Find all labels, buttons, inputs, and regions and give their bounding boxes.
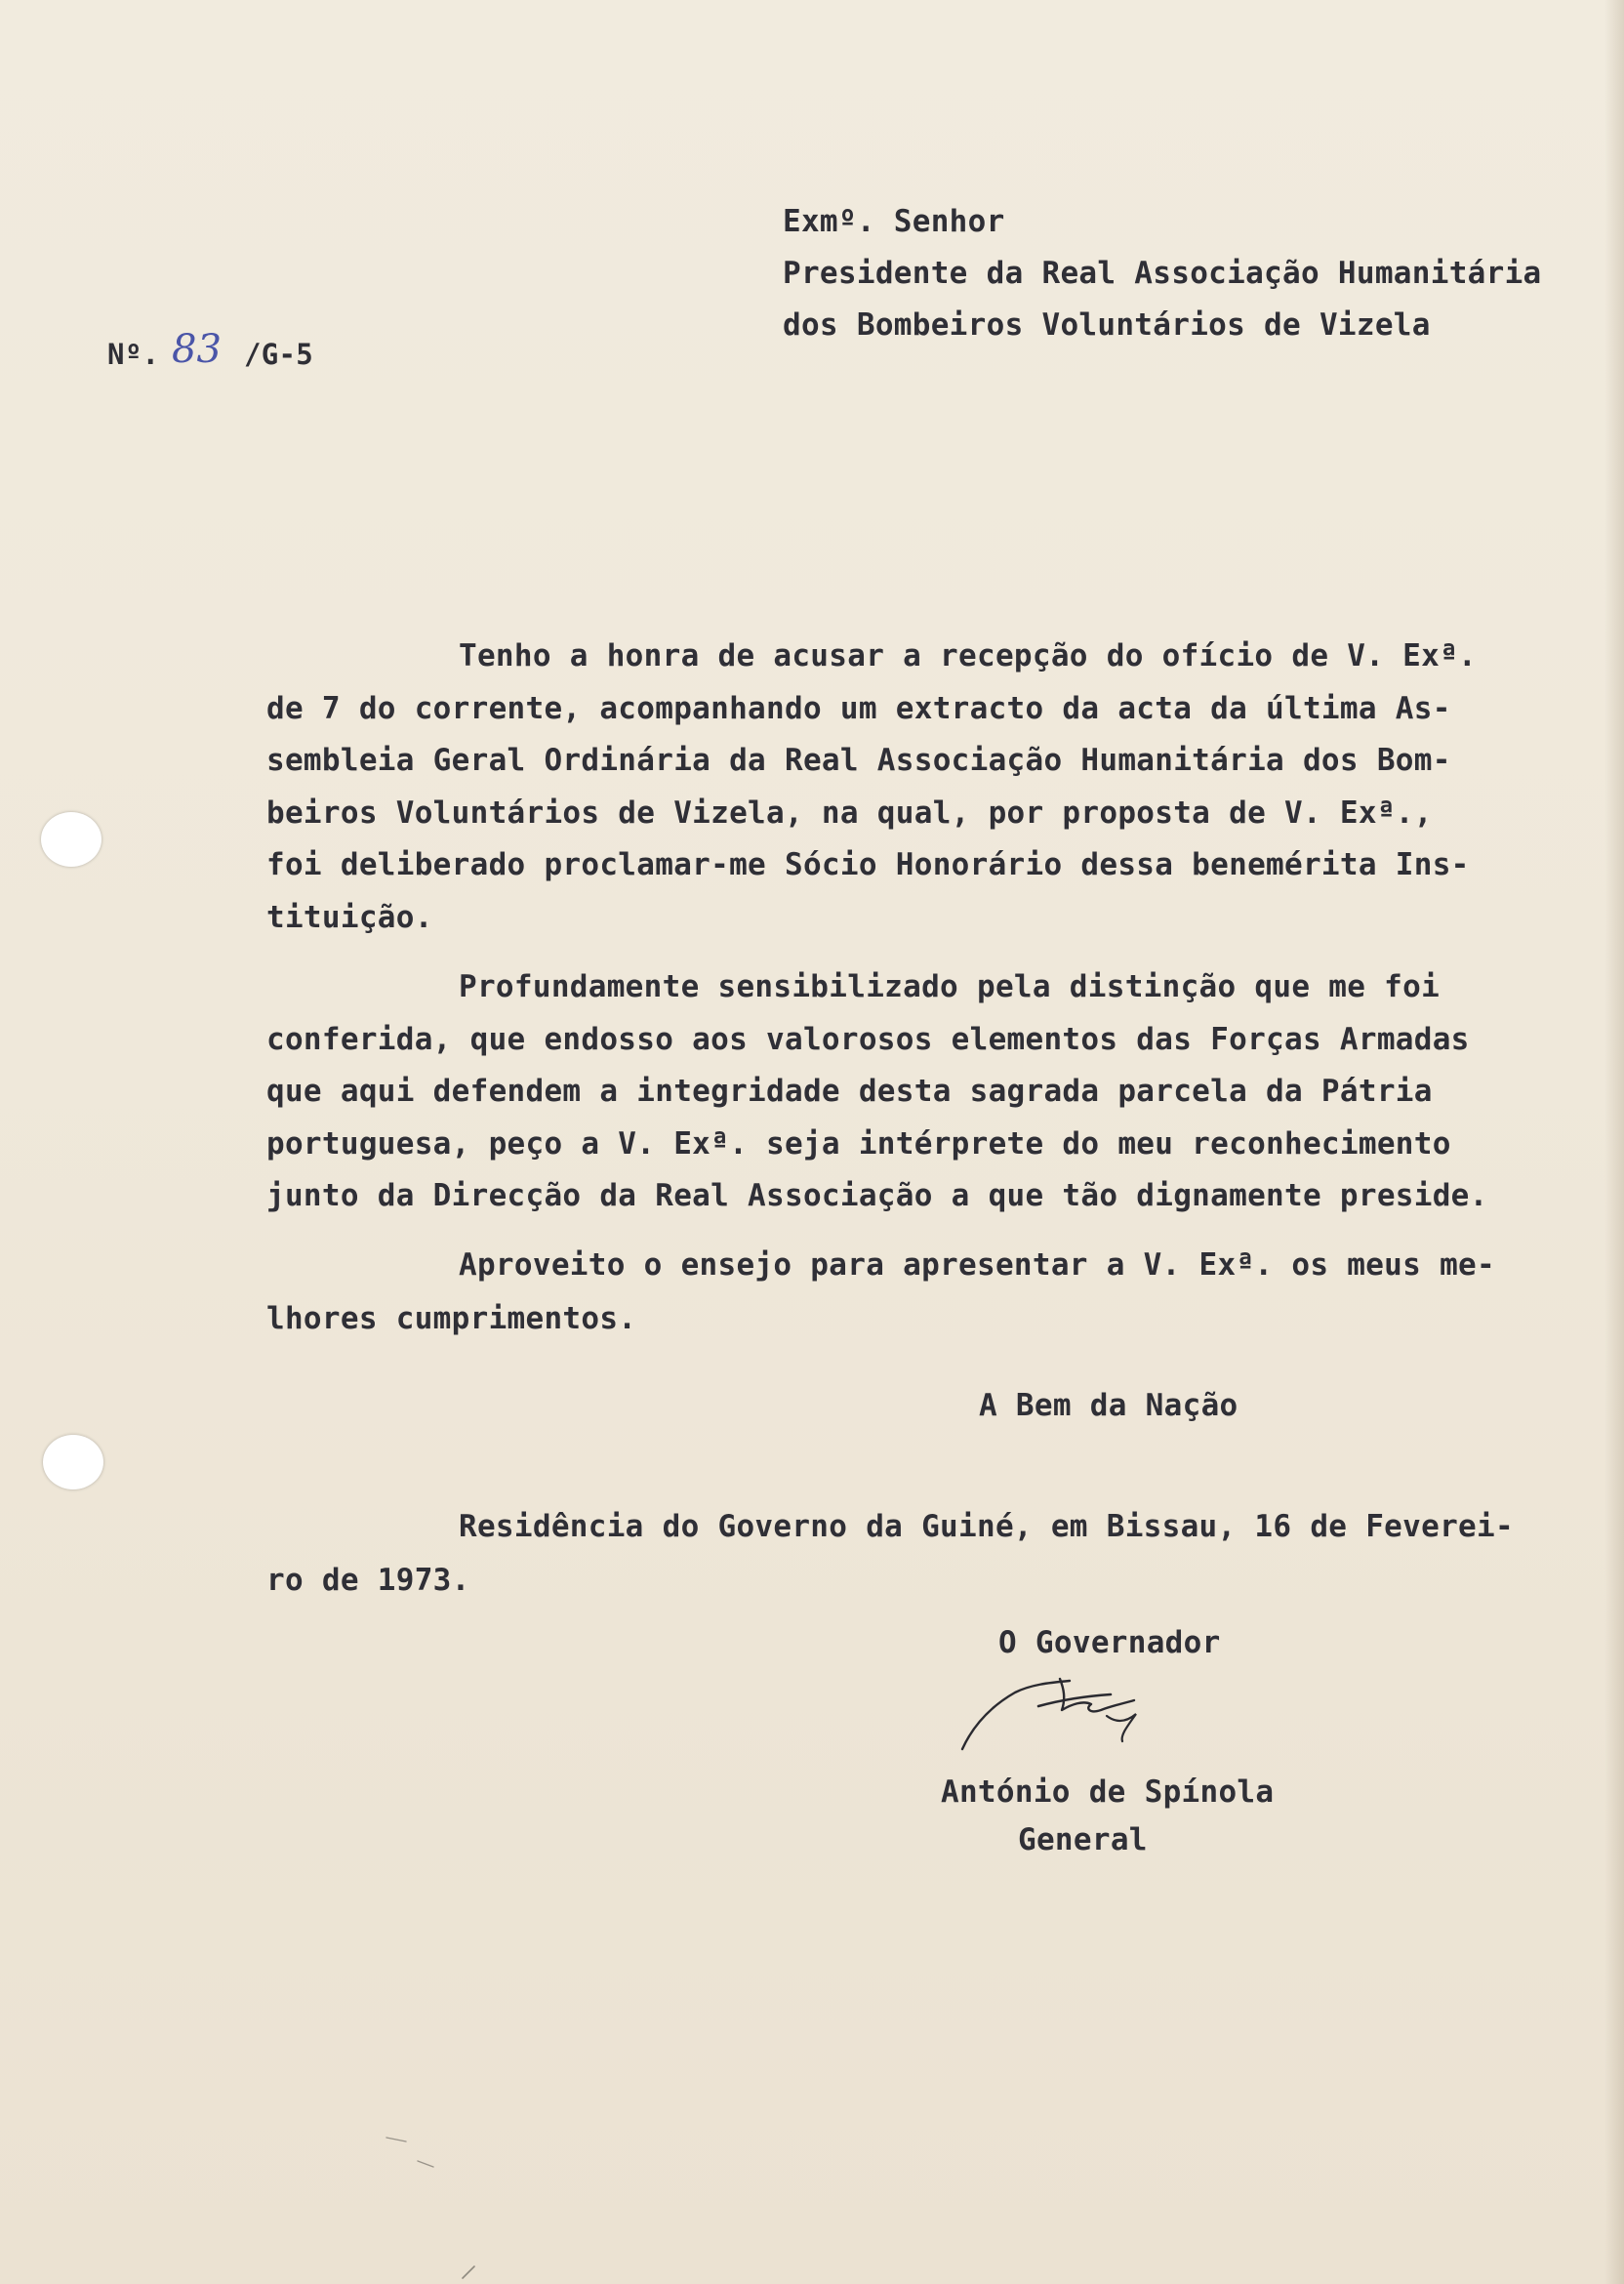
signatory-name: António de Spínola — [941, 1774, 1275, 1810]
signatory-role: O Governador — [998, 1625, 1221, 1660]
addressee-organisation: dos Bombeiros Voluntários de Vizela — [783, 307, 1431, 343]
body-line: portuguesa, peço a V. Exª. seja intérprete do meu reconhecimento — [266, 1126, 1451, 1162]
punch-hole-lower — [43, 1435, 103, 1489]
body-line: tituição. — [266, 900, 433, 935]
body-line: beiros Voluntários de Vizela, na qual, por proposta de V. Exª., — [266, 795, 1433, 831]
body-line: Aproveito o ensejo para apresentar a V. Exª. os meus me- — [459, 1247, 1495, 1283]
reference-prefix: Nº. — [107, 338, 160, 371]
closing-motto: A Bem da Nação — [979, 1388, 1238, 1423]
addressee-salutation: Exmº. Senhor — [783, 204, 1005, 239]
handwritten-signature — [954, 1659, 1169, 1757]
body-line: foi deliberado proclamar-me Sócio Honorário dessa benemérita Ins- — [266, 847, 1470, 882]
punch-hole-upper — [41, 812, 102, 867]
place-date-line: ro de 1973. — [266, 1563, 470, 1598]
reference-handwritten-number: 83 — [172, 327, 222, 372]
paper-edge-shadow — [1604, 0, 1624, 2284]
body-line: que aqui defendem a integridade desta sagrada parcela da Pátria — [266, 1074, 1433, 1109]
body-line: conferida, que endosso aos valorosos elementos das Forças Armadas — [266, 1022, 1470, 1057]
signatory-rank: General — [1018, 1822, 1148, 1857]
reference-suffix: /G-5 — [244, 338, 314, 371]
pencil-mark — [381, 2128, 459, 2206]
place-date-line: Residência do Governo da Guiné, em Bissau, 16 de Feverei- — [459, 1509, 1514, 1544]
body-line: junto da Direcção da Real Associação a que tão dignamente preside. — [266, 1178, 1488, 1213]
body-line: de 7 do corrente, acompanhando um extracto da acta da última As- — [266, 691, 1451, 726]
body-line: Profundamente sensibilizado pela distinção que me foi — [459, 969, 1441, 1004]
addressee-title: Presidente da Real Associação Humanitária — [783, 256, 1542, 291]
body-line: sembleia Geral Ordinária da Real Associação Humanitária dos Bom- — [266, 743, 1451, 778]
pencil-mark — [459, 2245, 498, 2284]
body-line: lhores cumprimentos. — [266, 1301, 637, 1336]
body-line: Tenho a honra de acusar a recepção do ofício de V. Exª. — [459, 638, 1477, 673]
